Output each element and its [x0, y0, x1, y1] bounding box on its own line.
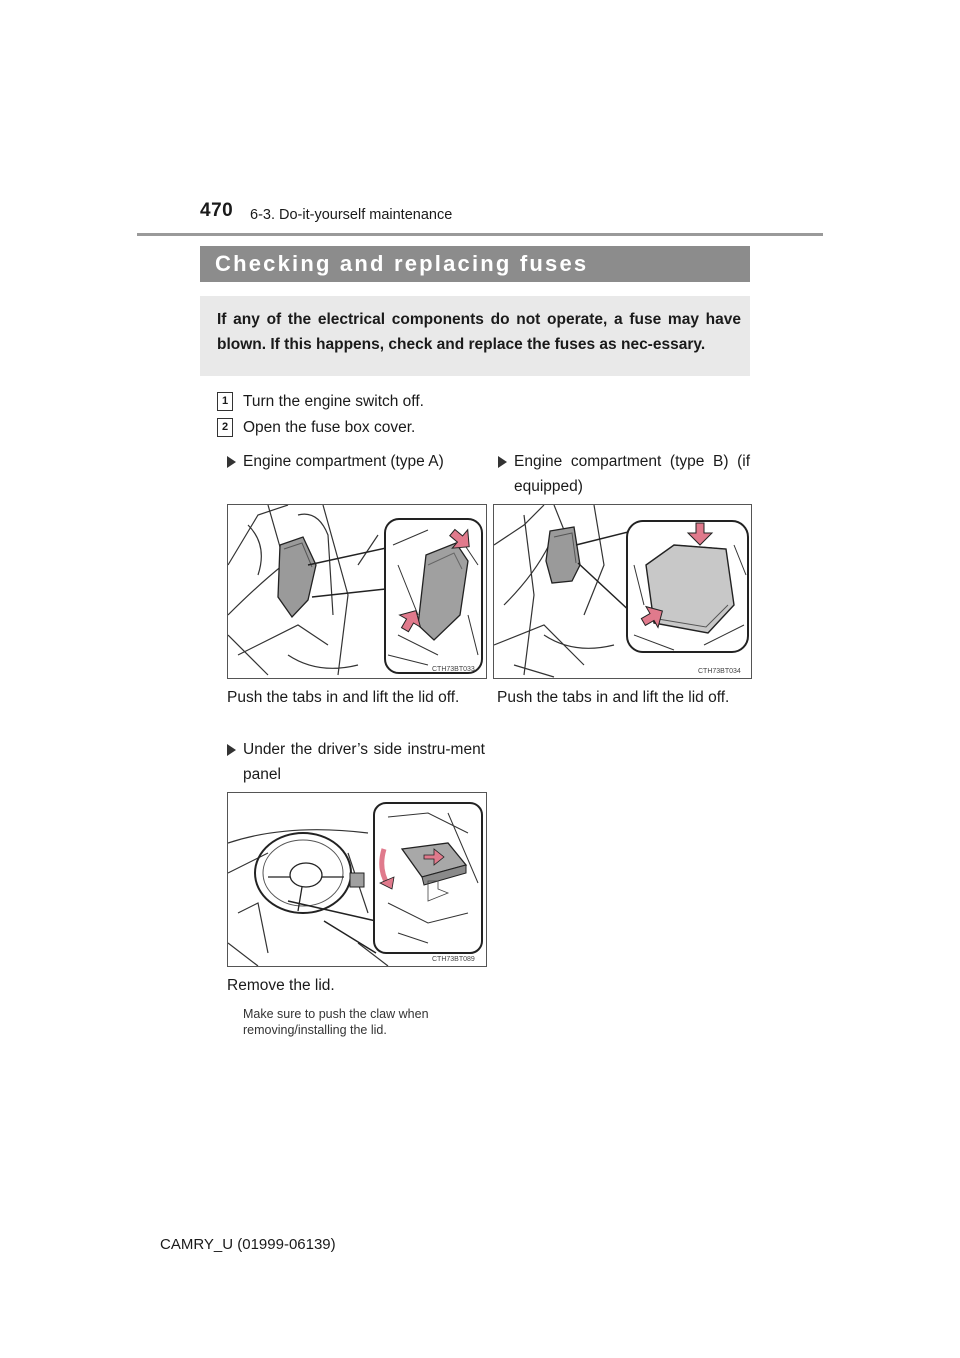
figure-c-code: CTH73BT089: [432, 956, 475, 963]
figure-engine-type-b: [493, 504, 752, 679]
figure-a-code: CTH73BT033: [432, 666, 475, 673]
step-1-text: Turn the engine switch off.: [243, 393, 424, 410]
intro-text: If any of the electrical components do not operate, a fuse may have blown. If this happens, check and replace the fuses as nec-essary.: [217, 311, 741, 353]
step-2-text: Open the fuse box cover.: [243, 419, 416, 436]
figure-c-heading-text: Under the driver’s side instru-ment panel: [243, 741, 485, 783]
bullet-triangle-icon: [498, 456, 507, 468]
section-title: 6-3. Do-it-yourself maintenance: [250, 207, 453, 223]
page-number: 470: [200, 200, 234, 221]
figure-a-caption: Push the tabs in and lift the lid off.: [227, 689, 460, 706]
figure-engine-type-a: [227, 504, 487, 679]
figure-instrument-panel: [227, 792, 487, 967]
bullet-triangle-icon: [227, 744, 236, 756]
step-1-number: 1: [217, 392, 233, 411]
page-title: Checking and replacing fuses: [215, 251, 589, 276]
figure-b-heading-text: Engine compartment (type B) (if equipped): [514, 453, 750, 495]
figure-b-caption: Push the tabs in and lift the lid off.: [497, 689, 730, 706]
header-rule: [137, 233, 823, 236]
figure-b-heading: [498, 449, 750, 499]
figure-b-code: CTH73BT034: [698, 668, 741, 675]
step-2-number: 2: [217, 418, 233, 437]
title-bar: [200, 246, 750, 282]
figure-c-caption: Remove the lid.: [227, 977, 335, 994]
figure-c-heading: [227, 737, 485, 787]
intro-box: [200, 296, 750, 376]
bullet-triangle-icon: [227, 456, 236, 468]
figure-a-heading: [227, 449, 475, 499]
figure-a-heading-text: Engine compartment (type A): [243, 453, 444, 470]
figure-c-note: Make sure to push the claw when removing/installing the lid.: [243, 1007, 429, 1037]
footer-model: CAMRY_U (01999-06139): [160, 1236, 336, 1253]
